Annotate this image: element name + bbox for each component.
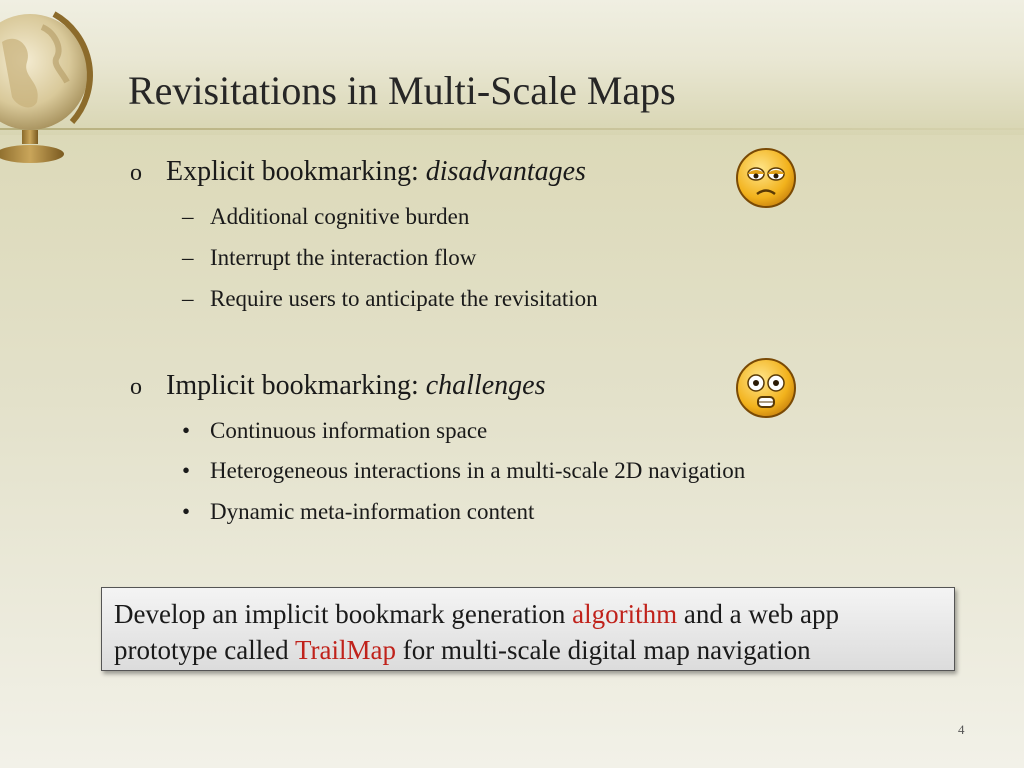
callout-text: and a web app prototype called bbox=[114, 599, 840, 665]
bullet-label: Explicit bookmarking: bbox=[166, 156, 426, 187]
title-divider bbox=[0, 128, 1024, 130]
callout-text: Develop an implicit bookmark generation bbox=[114, 599, 573, 629]
sad-face-icon bbox=[735, 147, 797, 209]
callout-highlight-algorithm: algorithm bbox=[572, 599, 678, 629]
bullet-emphasis: disadvantages bbox=[425, 156, 586, 187]
bullet-marker: o bbox=[130, 374, 142, 400]
globe-icon bbox=[0, 2, 102, 170]
page-number: 4 bbox=[958, 722, 965, 737]
callout-highlight-trailmap: TrailMap bbox=[294, 635, 396, 665]
sub-bullet-marker: • bbox=[182, 458, 191, 483]
conclusion-callout bbox=[101, 587, 955, 671]
sub-bullet-marker: • bbox=[182, 418, 191, 443]
surprised-face-icon bbox=[735, 357, 797, 419]
bullet-marker: o bbox=[130, 160, 142, 186]
sub-bullet-text: Additional cognitive burden bbox=[210, 204, 470, 229]
bullet-explicit-bookmarking bbox=[130, 155, 586, 190]
sub-bullet-text: Require users to anticipate the revisitation bbox=[210, 286, 598, 311]
sub-bullet bbox=[182, 498, 534, 526]
sub-bullet-text: Dynamic meta-information content bbox=[210, 499, 535, 524]
sub-bullet bbox=[182, 203, 469, 231]
bullet-label: Implicit bookmarking: bbox=[166, 370, 426, 401]
sub-bullet bbox=[182, 244, 476, 272]
sub-bullet-text: Continuous information space bbox=[210, 418, 488, 443]
sub-bullet-marker: – bbox=[182, 204, 194, 229]
sub-bullet bbox=[182, 457, 745, 485]
sub-bullet-text: Heterogeneous interactions in a multi-scale 2D navigation bbox=[210, 458, 746, 483]
sub-bullet bbox=[182, 417, 487, 445]
sub-bullet-marker: • bbox=[182, 499, 191, 524]
sub-bullet bbox=[182, 285, 598, 313]
sub-bullet-marker: – bbox=[182, 286, 194, 311]
bullet-emphasis: challenges bbox=[425, 370, 546, 401]
callout-text: for multi-scale digital map navigation bbox=[395, 635, 811, 665]
sub-bullet-text: Interrupt the interaction flow bbox=[210, 245, 477, 270]
sub-bullet-marker: – bbox=[182, 245, 194, 270]
slide-title: Revisitations in Multi-Scale Maps bbox=[128, 68, 676, 113]
bullet-implicit-bookmarking bbox=[130, 369, 546, 404]
